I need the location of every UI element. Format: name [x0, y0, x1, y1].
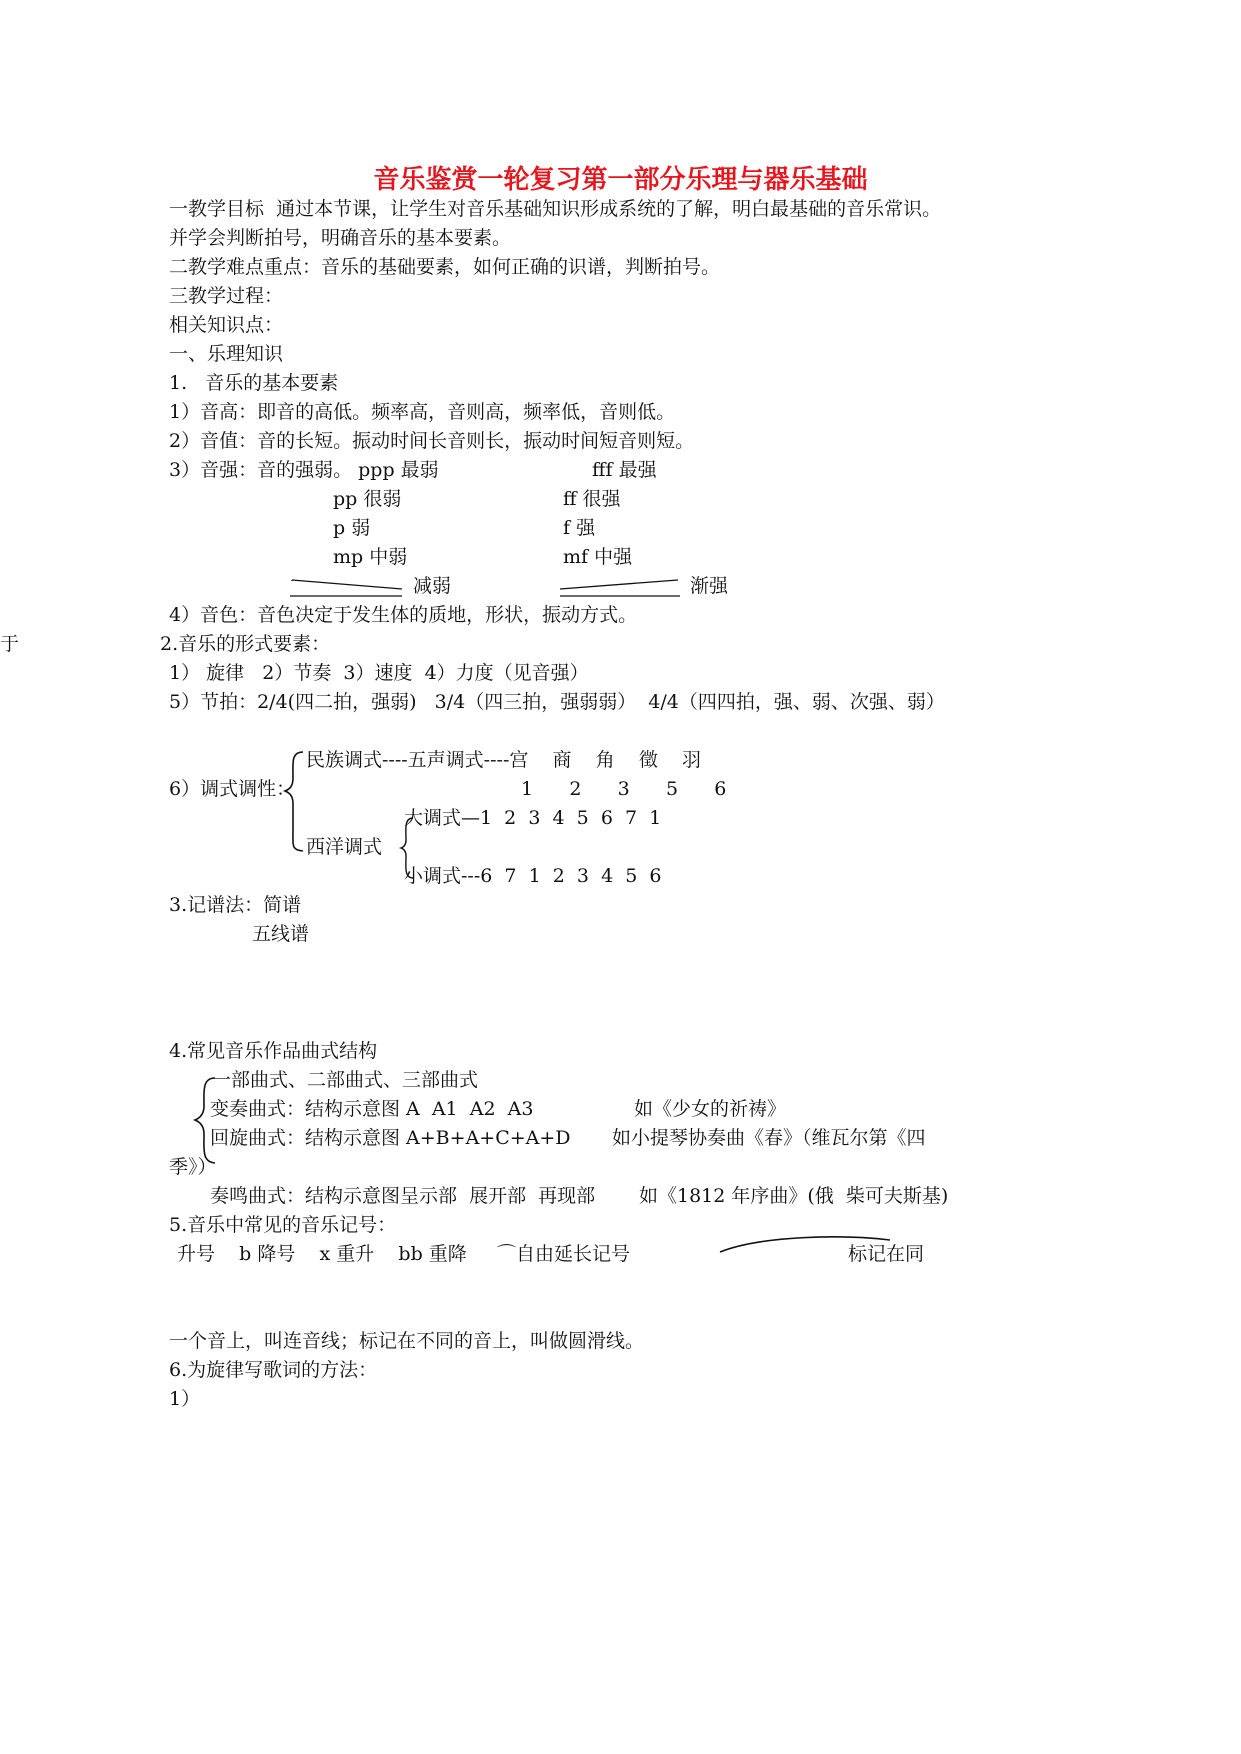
dynamic-mp: mp 中弱 [333, 546, 408, 568]
margin-fragment: 于 [0, 633, 20, 655]
rondo-example: 如小提琴协奏曲《春》（维瓦尔第《四 [612, 1127, 926, 1149]
dynamic-ff: ff 很强 [563, 488, 621, 510]
section-3-heading: 3.记谱法：简谱 [169, 894, 302, 916]
dynamic-f: f 强 [563, 517, 596, 539]
western-mode-label: 西洋调式 [306, 836, 383, 858]
staff-notation: 五线谱 [252, 923, 310, 945]
decrescendo-hairpin [290, 580, 402, 596]
dynamic-pp: pp 很弱 [333, 488, 402, 510]
dynamic-p: p 弱 [333, 517, 371, 539]
section-4-heading: 4.常见音乐作品曲式结构 [169, 1040, 378, 1062]
intensity-line: 3）音强：音的强弱。 ppp 最弱 [169, 459, 439, 481]
item-1: 1） [169, 1388, 201, 1410]
decrescendo-label: 减弱 [413, 575, 452, 597]
sonata-example: 如《1812 年序曲》(俄 柴可夫斯基) [639, 1185, 949, 1207]
variation-example: 如《少女的祈祷》 [634, 1098, 787, 1120]
section-2-heading: 2.音乐的形式要素： [160, 633, 331, 655]
knowledge-heading: 相关知识点： [169, 314, 284, 336]
major-mode-line: 大调式—1 2 3 4 5 6 7 1 [404, 807, 662, 829]
rondo-example-cont: 季》） [169, 1156, 217, 1178]
pentatonic-numbers: 1 2 3 5 6 [521, 778, 727, 800]
section-1-heading: 1. 音乐的基本要素 [169, 372, 339, 394]
tie-note: 标记在同 [848, 1243, 925, 1265]
theory-heading: 一、乐理知识 [169, 343, 284, 365]
pitch-line: 1）音高：即音的高低。频率高，音则高，频率低，音则低。 [169, 401, 676, 423]
crescendo-label: 渐强 [690, 575, 729, 597]
mode-label: 6）调式调性： [169, 778, 296, 800]
duration-line: 2）音值：音的长短。振动时间长音则长，振动时间短音则短。 [169, 430, 695, 452]
section-5-heading: 5.音乐中常见的音乐记号： [169, 1214, 397, 1236]
form-elements-line: 1） 旋律 2）节奏 3）速度 4）力度（见音强） [169, 662, 589, 684]
dynamic-fff: fff 最强 [592, 459, 657, 481]
rondo-line: 回旋曲式：结构示意图 A+B+A+C+A+D [210, 1127, 571, 1149]
objective-line-1: 一教学目标 通过本节课，让学生对音乐基础知识形成系统的了解，明白最基础的音乐常识。 [169, 198, 942, 220]
minor-mode-line: 小调式---6 7 1 2 3 4 5 6 [404, 865, 662, 887]
process-heading: 三教学过程： [169, 285, 284, 307]
national-mode-line: 民族调式----五声调式----宫 商 角 徵 羽 [306, 749, 701, 771]
timbre-line: 4）音色：音色决定于发生体的质地，形状，振动方式。 [169, 604, 638, 626]
difficulty-line: 二教学难点重点：音乐的基础要素，如何正确的识谱，判断拍号。 [169, 256, 721, 278]
page-title: 音乐鉴赏一轮复习第一部分乐理与器乐基础 [373, 165, 868, 195]
tie-note-cont: 一个音上，叫连音线；标记在不同的音上，叫做圆滑线。 [169, 1330, 645, 1352]
symbols-line: 升号 b 降号 x 重升 bb 重降 ⌒自由延长记号 [177, 1243, 630, 1265]
sonata-line: 奏鸣曲式：结构示意图呈示部 展开部 再现部 [210, 1185, 596, 1207]
simple-forms-line: 一部曲式、二部曲式、三部曲式 [212, 1069, 479, 1091]
section-6-heading: 6.为旋律写歌词的方法： [169, 1359, 378, 1381]
dynamic-mf: mf 中强 [563, 546, 633, 568]
variation-line: 变奏曲式：结构示意图 A A1 A2 A3 [210, 1098, 534, 1120]
crescendo-hairpin [560, 580, 680, 596]
meter-line: 5）节拍：2/4(四二拍，强弱) 3/4（四三拍，强弱弱） 4/4（四四拍，强、弱、次强、弱） [169, 691, 945, 713]
objective-line-2: 并学会判断拍号，明确音乐的基本要素。 [169, 227, 512, 249]
